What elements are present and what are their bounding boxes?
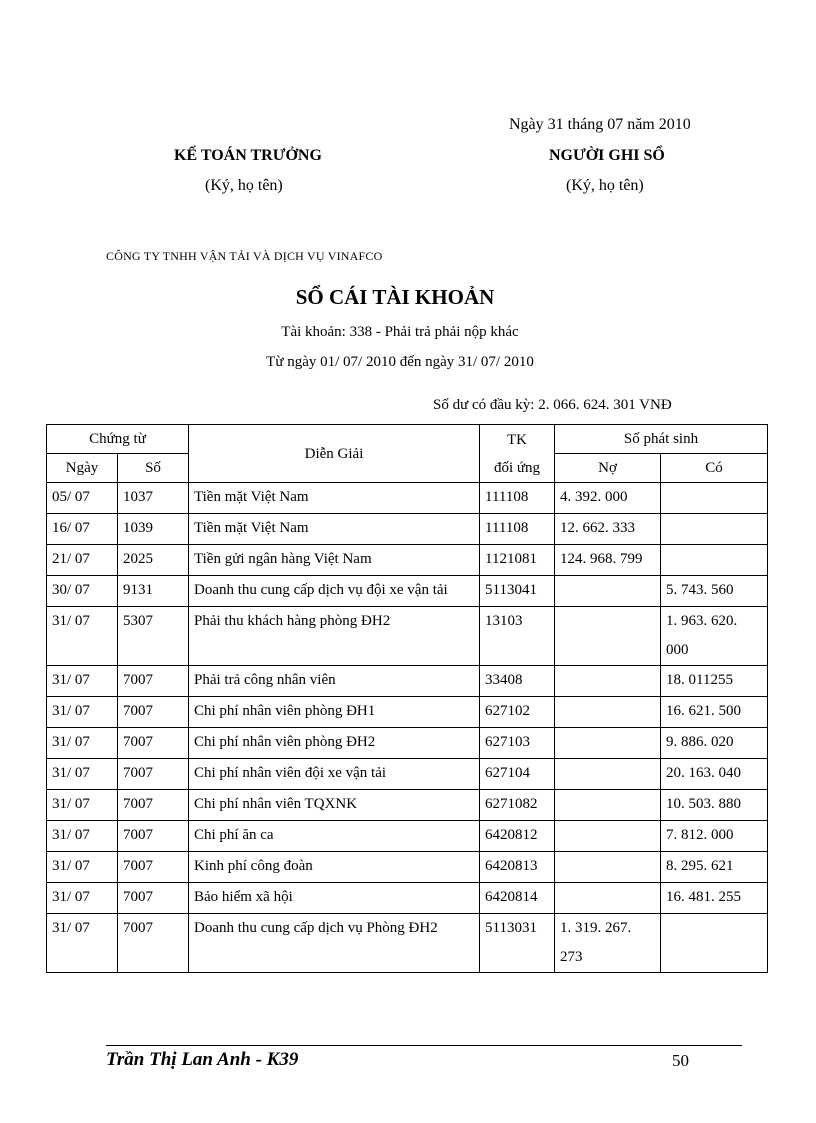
row-date: 21/ 07 (47, 545, 118, 576)
row-number: 7007 (118, 666, 189, 697)
ledger-table (46, 424, 768, 973)
row-description: Chi phí nhân viên TQXNK (189, 790, 480, 821)
row-number: 9131 (118, 576, 189, 607)
row-date: 31/ 07 (47, 759, 118, 790)
row-credit (661, 914, 768, 973)
row-date: 31/ 07 (47, 852, 118, 883)
row-description: Chi phí ăn ca (189, 821, 480, 852)
row-date: 31/ 07 (47, 883, 118, 914)
table-row (47, 666, 768, 697)
row-number: 1039 (118, 514, 189, 545)
row-debit: 12. 662. 333 (555, 514, 661, 545)
row-number: 2025 (118, 545, 189, 576)
row-date: 30/ 07 (47, 576, 118, 607)
amount-header: Số phát sinh (555, 425, 768, 454)
row-description: Chi phí nhân viên phòng ĐH2 (189, 728, 480, 759)
row-date: 31/ 07 (47, 666, 118, 697)
row-description: Kinh phí công đoàn (189, 852, 480, 883)
row-date: 05/ 07 (47, 483, 118, 514)
row-number: 7007 (118, 821, 189, 852)
row-description: Chi phí nhân viên phòng ĐH1 (189, 697, 480, 728)
row-debit (555, 883, 661, 914)
row-credit: 16. 481. 255 (661, 883, 768, 914)
table-row (47, 914, 768, 973)
row-credit: 10. 503. 880 (661, 790, 768, 821)
table-row (47, 697, 768, 728)
table-row (47, 852, 768, 883)
row-credit: 20. 163. 040 (661, 759, 768, 790)
table-row (47, 728, 768, 759)
row-number: 7007 (118, 852, 189, 883)
row-description: Phải trả công nhân viên (189, 666, 480, 697)
row-debit: 4. 392. 000 (555, 483, 661, 514)
row-credit (661, 483, 768, 514)
row-number: 1037 (118, 483, 189, 514)
row-number: 7007 (118, 697, 189, 728)
row-description: Tiền mặt Việt Nam (189, 483, 480, 514)
table-row (47, 759, 768, 790)
row-description: Phải thu khách hàng phòng ĐH2 (189, 607, 480, 666)
ledger-body (47, 483, 768, 973)
table-row (47, 576, 768, 607)
row-debit (555, 728, 661, 759)
row-description: Chi phí nhân viên đội xe vận tải (189, 759, 480, 790)
row-date: 31/ 07 (47, 790, 118, 821)
row-debit: 1. 319. 267. 273 (555, 914, 661, 973)
row-contra-account: 111108 (480, 514, 555, 545)
row-contra-account: 33408 (480, 666, 555, 697)
row-credit: 16. 621. 500 (661, 697, 768, 728)
row-debit (555, 821, 661, 852)
row-debit (555, 666, 661, 697)
row-debit (555, 576, 661, 607)
row-credit: 7. 812. 000 (661, 821, 768, 852)
row-number: 7007 (118, 759, 189, 790)
row-number: 7007 (118, 914, 189, 973)
debit-header: Nợ (555, 454, 661, 483)
row-description: Bảo hiểm xã hội (189, 883, 480, 914)
row-contra-account: 627103 (480, 728, 555, 759)
row-date: 16/ 07 (47, 514, 118, 545)
row-number: 7007 (118, 728, 189, 759)
row-contra-account: 6420814 (480, 883, 555, 914)
row-date: 31/ 07 (47, 728, 118, 759)
row-description: Doanh thu cung cấp dịch vụ Phòng ĐH2 (189, 914, 480, 973)
company-name: CÔNG TY TNHH VẬN TẢI VÀ DỊCH VỤ VINAFCO (106, 249, 383, 263)
table-row (47, 483, 768, 514)
row-credit: 8. 295. 621 (661, 852, 768, 883)
row-description: Tiền gửi ngân hàng Việt Nam (189, 545, 480, 576)
row-number: 7007 (118, 883, 189, 914)
row-debit (555, 697, 661, 728)
table-row (47, 607, 768, 666)
table-row (47, 790, 768, 821)
row-contra-account: 6420813 (480, 852, 555, 883)
row-contra-account: 1121081 (480, 545, 555, 576)
row-contra-account: 627102 (480, 697, 555, 728)
row-credit (661, 545, 768, 576)
row-contra-account: 111108 (480, 483, 555, 514)
row-credit: 5. 743. 560 (661, 576, 768, 607)
row-debit: 124. 968. 799 (555, 545, 661, 576)
row-date: 31/ 07 (47, 607, 118, 666)
table-row (47, 883, 768, 914)
row-number: 7007 (118, 790, 189, 821)
table-row (47, 514, 768, 545)
table-row (47, 545, 768, 576)
row-description: Tiền mặt Việt Nam (189, 514, 480, 545)
row-credit: 9. 886. 020 (661, 728, 768, 759)
footer-rule (106, 1045, 742, 1046)
number-header: Số (118, 454, 189, 483)
chief-accountant-sign-note: (Ký, họ tên) (205, 177, 283, 194)
table-row (47, 821, 768, 852)
page-number: 50 (672, 1051, 689, 1070)
row-credit (661, 514, 768, 545)
row-debit (555, 852, 661, 883)
account-line: Tài khoản: 338 - Phải trả phải nộp khác (281, 324, 519, 340)
ledger-title: SỔ CÁI TÀI KHOẢN (295, 285, 495, 309)
row-credit: 1. 963. 620. 000 (661, 607, 768, 666)
opening-balance: Số dư có đầu kỳ: 2. 066. 624. 301 VNĐ (433, 397, 672, 413)
description-header: Diễn Giải (189, 425, 480, 483)
report-date: Ngày 31 tháng 07 năm 2010 (509, 116, 691, 133)
row-date: 31/ 07 (47, 821, 118, 852)
row-contra-account: 6271082 (480, 790, 555, 821)
row-contra-account: 627104 (480, 759, 555, 790)
bookkeeper-sign-note: (Ký, họ tên) (566, 177, 644, 194)
date-header: Ngày (47, 454, 118, 483)
bookkeeper-title: NGƯỜI GHI SỔ (549, 147, 665, 164)
voucher-header: Chứng từ (47, 425, 189, 454)
footer-author: Trần Thị Lan Anh - K39 (106, 1049, 299, 1070)
row-contra-account: 5113031 (480, 914, 555, 973)
contra-account-header (480, 425, 555, 483)
row-contra-account: 5113041 (480, 576, 555, 607)
row-debit (555, 790, 661, 821)
row-credit: 18. 011255 (661, 666, 768, 697)
row-date: 31/ 07 (47, 697, 118, 728)
credit-header: Có (661, 454, 768, 483)
row-description: Doanh thu cung cấp dịch vụ đội xe vận tải (189, 576, 480, 607)
contra-account-header-line1: TK (507, 431, 527, 448)
row-date: 31/ 07 (47, 914, 118, 973)
row-number: 5307 (118, 607, 189, 666)
period-line: Từ ngày 01/ 07/ 2010 đến ngày 31/ 07/ 2010 (266, 354, 534, 370)
row-contra-account: 13103 (480, 607, 555, 666)
chief-accountant-title: KẾ TOÁN TRƯỞNG (174, 147, 322, 164)
contra-account-header-line2: đối ứng (493, 459, 541, 476)
row-contra-account: 6420812 (480, 821, 555, 852)
row-debit (555, 759, 661, 790)
row-debit (555, 607, 661, 666)
